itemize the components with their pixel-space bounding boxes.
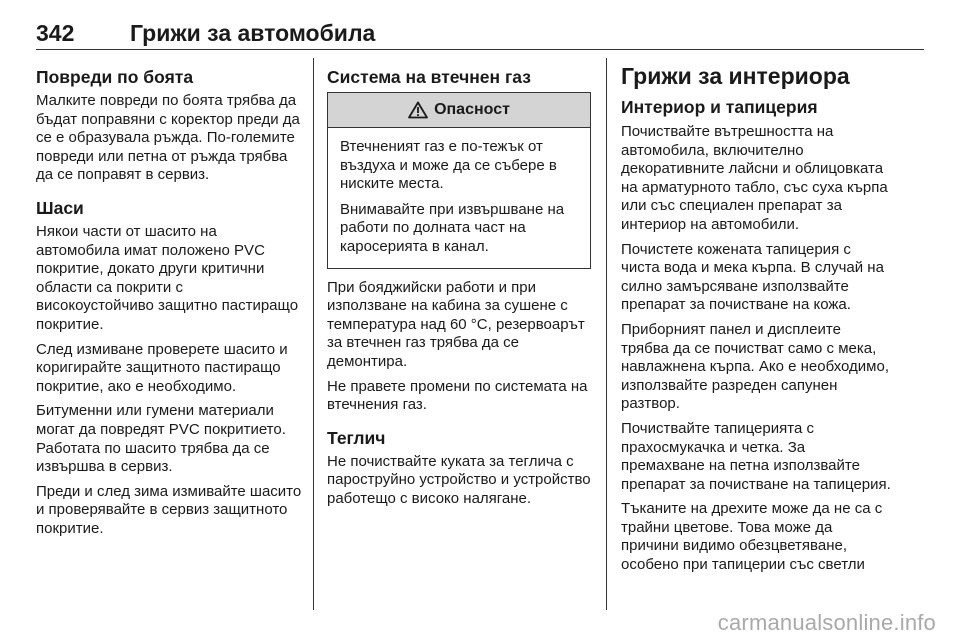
danger-paragraph-1: Втечненият газ е по-тежък от въздуха и може да се събере в ниските места. bbox=[340, 138, 557, 193]
header-divider bbox=[36, 49, 924, 50]
paragraph-interior-1: Почиствайте вътрешността на автомобила, включително декоративните лайсни и облицовката на арматурното табло, със суха кърпа или със специален препарат за интериор на автомобили. bbox=[621, 123, 888, 233]
heading-paint-damage: Повреди по боята bbox=[36, 67, 194, 87]
paragraph-chassis-3: Битуменни или гумени материали могат да повредят PVC покритието. Работата по шасито трябва да се извършва в сервиз. bbox=[36, 402, 286, 476]
paragraph-interior-4: Почиствайте тапицерията с прахосмукачка и четка. За премахване на петна използвайте препарат за почистване на тапицерия. bbox=[621, 419, 891, 493]
site-watermark: carmanualsonline.info bbox=[717, 610, 936, 635]
paragraph-chassis-1: Някои части от шасито на автомобила имат положено PVC покритие, докато други критични области са покрити с високоустойчиво защитно пастиращо покритие. bbox=[36, 222, 299, 333]
heading-tow-hitch: Теглич bbox=[327, 427, 386, 448]
paragraph-lpg-1: При бояджийски работи и при използване на кабина за сушене с температура над 60 °C, резервоарът за втечнен газ трябва да се демонтира. bbox=[327, 278, 585, 370]
paragraph-lpg-2: Не правете промени по системата на втечнения газ. bbox=[327, 377, 588, 414]
page-number: 342 bbox=[36, 20, 75, 46]
column-divider-1 bbox=[313, 58, 314, 610]
danger-label: Опасност bbox=[434, 101, 510, 118]
danger-header bbox=[328, 93, 590, 128]
heading-lpg-system: Система на втечнен газ bbox=[327, 67, 531, 87]
page-header bbox=[36, 12, 924, 52]
danger-paragraph-2: Внимавайте при извършване на работи по долната част на каросерията в канал. bbox=[340, 200, 565, 255]
paragraph-chassis-2: След измиване проверете шасито и коригирайте защитното пастиращо покритие, ако е необходимо. bbox=[36, 340, 288, 395]
column-2 bbox=[327, 58, 593, 515]
column-divider-2 bbox=[606, 58, 607, 610]
paragraph-interior-5: Тъканите на дрехите може да не са с трайни цветове. Това може да причини видимо обезцветяване, особено при тапицерии със светли bbox=[621, 500, 883, 574]
paragraph-tow-hitch: Не почиствайте куката за теглича с пароструйно устройство и устройство работещо с високо налягане. bbox=[327, 452, 591, 507]
column-3 bbox=[621, 58, 891, 581]
paragraph-paint-damage: Малките повреди по боята трябва да бъдат поправяни с коректор преди да се е образувала ръжда. По-големите повреди или петна от ръжда трябва да се поправят в сервиз. bbox=[36, 92, 300, 184]
paragraph-interior-2: Почистете кожената тапицерия с чиста вода и мека кърпа. В случай на силно замърсяване използвайте препарат за почистване на кожа. bbox=[621, 240, 884, 314]
chapter-title: Грижи за автомобила bbox=[130, 20, 376, 46]
paragraph-interior-3: Приборният панел и дисплеите трябва да се почистват само с мека, навлажнена кърпа. Ако е необходимо, използвайте разреден сапунен разтвор. bbox=[621, 320, 889, 413]
danger-body bbox=[328, 128, 590, 268]
heading-interior-care: Грижи за интериора bbox=[621, 63, 850, 89]
paragraph-chassis-4: Преди и след зима измивайте шасито и проверявайте в сервиз защитното покритие. bbox=[36, 482, 302, 537]
heading-interior-upholstery: Интериор и тапицерия bbox=[621, 97, 818, 117]
danger-notice bbox=[327, 92, 591, 269]
heading-chassis: Шаси bbox=[36, 197, 84, 218]
warning-triangle-icon bbox=[408, 101, 428, 119]
column-1 bbox=[36, 58, 304, 544]
